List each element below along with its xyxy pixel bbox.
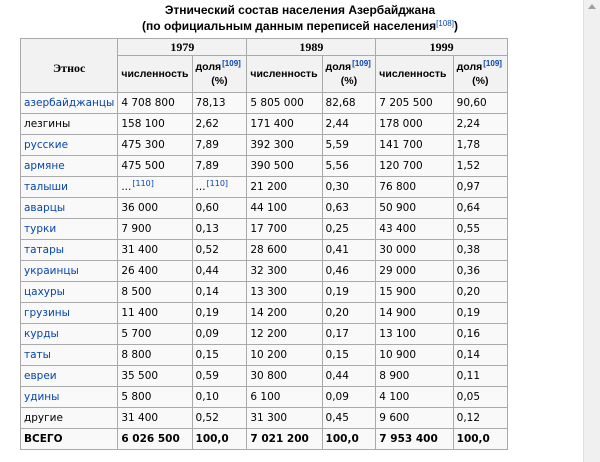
count-header: численность (376, 56, 453, 93)
ethnos-link[interactable]: турки (24, 223, 57, 235)
share-cell: 0,52 (192, 408, 247, 429)
total-label: ВСЕГО (21, 429, 118, 450)
count-cell: 36 000 (118, 198, 192, 219)
year-header-1979: 1979 (118, 39, 247, 56)
share-cell: 0,52 (192, 240, 247, 261)
ethnos-cell (21, 219, 118, 240)
count-cell: 392 300 (247, 135, 322, 156)
total-cell: 7 953 400 (376, 429, 453, 450)
ethnos-cell (21, 177, 118, 198)
ethnos-cell (21, 261, 118, 282)
share-cell: 0,41 (322, 240, 376, 261)
table-row (21, 240, 508, 261)
count-cell: 9 600 (376, 408, 453, 429)
share-cell: 0,19 (322, 282, 376, 303)
count-cell: 32 300 (247, 261, 322, 282)
count-cell: 4 100 (376, 387, 453, 408)
share-cell: 0,13 (192, 219, 247, 240)
table-row (21, 345, 508, 366)
count-cell: 171 400 (247, 114, 322, 135)
count-cell: 7 900 (118, 219, 192, 240)
ethnos-cell (21, 324, 118, 345)
share-header: доля[109] (%) (453, 56, 507, 93)
count-cell: 35 500 (118, 366, 192, 387)
ethnic-composition-table (20, 38, 508, 450)
share-cell: 0,17 (322, 324, 376, 345)
ethnos-link[interactable]: цахуры (24, 286, 65, 298)
year-header-1989: 1989 (247, 39, 376, 56)
count-cell: 31 400 (118, 240, 192, 261)
share-cell: 0,16 (453, 324, 507, 345)
share-header: доля[109] (%) (192, 56, 247, 93)
share-cell: 0,20 (322, 303, 376, 324)
share-cell: 0,45 (322, 408, 376, 429)
count-cell: 31 400 (118, 408, 192, 429)
count-cell: 44 100 (247, 198, 322, 219)
ethnos-link[interactable]: армяне (24, 160, 65, 172)
share-cell: ...[110] (192, 177, 247, 198)
count-cell: 8 900 (376, 366, 453, 387)
table-row (21, 324, 508, 345)
share-cell: 2,62 (192, 114, 247, 135)
count-cell: 43 400 (376, 219, 453, 240)
share-cell: 2,24 (453, 114, 507, 135)
count-cell: 5 800 (118, 387, 192, 408)
share-cell: 78,13 (192, 93, 247, 114)
table-row (21, 282, 508, 303)
count-cell: 8 500 (118, 282, 192, 303)
table-body (21, 93, 508, 450)
count-cell: 10 900 (376, 345, 453, 366)
share-header: доля[109] (%) (322, 56, 376, 93)
count-cell: 13 300 (247, 282, 322, 303)
ethnos-link[interactable]: украинцы (24, 265, 79, 277)
ethnos-cell (21, 156, 118, 177)
count-header: численность (118, 56, 192, 93)
year-header-1999: 1999 (376, 39, 508, 56)
share-cell: 0,36 (453, 261, 507, 282)
ethnos-cell (21, 366, 118, 387)
table-row (21, 387, 508, 408)
ethnos-link[interactable]: азербайджанцы (24, 97, 115, 109)
count-header: численность (247, 56, 322, 93)
year-header-row (21, 39, 508, 56)
count-cell: 30 000 (376, 240, 453, 261)
share-cell: 7,89 (192, 135, 247, 156)
count-cell: 21 200 (247, 177, 322, 198)
share-ref-link[interactable]: [109] (483, 59, 502, 68)
count-cell: 158 100 (118, 114, 192, 135)
table-row (21, 114, 508, 135)
share-cell: 7,89 (192, 156, 247, 177)
count-cell: 30 800 (247, 366, 322, 387)
count-cell: 13 100 (376, 324, 453, 345)
total-row (21, 429, 508, 450)
count-cell: 11 400 (118, 303, 192, 324)
count-cell: 26 400 (118, 261, 192, 282)
ethnos-header: Этнос (21, 39, 118, 93)
footnote-ref-link[interactable]: [110] (206, 179, 229, 188)
table-caption (0, 2, 600, 34)
ethnos-link[interactable]: русские (24, 139, 69, 151)
count-cell: 50 900 (376, 198, 453, 219)
ethnos-link[interactable]: евреи (24, 370, 57, 382)
ethnos-link[interactable]: удины (24, 391, 60, 403)
table-row (21, 303, 508, 324)
ethnos-link[interactable]: грузины (24, 307, 70, 319)
table-row (21, 219, 508, 240)
caption-subtitle: (по официальным данным переписей населения[108]) (142, 19, 458, 33)
ethnos-cell (21, 345, 118, 366)
share-cell: 0,60 (192, 198, 247, 219)
ethnos-link[interactable]: аварцы (24, 202, 66, 214)
count-cell: ...[110] (118, 177, 192, 198)
count-cell: 5 700 (118, 324, 192, 345)
total-cell: 7 021 200 (247, 429, 322, 450)
ethnos-link[interactable]: таты (24, 349, 51, 361)
share-cell: 90,60 (453, 93, 507, 114)
ethnos-link[interactable]: татары (24, 244, 65, 256)
ethnos-link[interactable]: талыши (24, 181, 68, 193)
count-cell: 120 700 (376, 156, 453, 177)
table-row (21, 261, 508, 282)
table-row (21, 408, 508, 429)
share-cell: 0,12 (453, 408, 507, 429)
ethnos-cell (21, 198, 118, 219)
count-cell: 29 000 (376, 261, 453, 282)
caption-title: Этнический состав населения Азербайджана (164, 3, 436, 17)
share-ref-link[interactable]: [109] (352, 59, 371, 68)
ethnos-cell (21, 282, 118, 303)
share-cell: 0,59 (192, 366, 247, 387)
count-cell: 31 300 (247, 408, 322, 429)
share-cell: 0,30 (322, 177, 376, 198)
count-cell: 76 800 (376, 177, 453, 198)
ethnos-cell (21, 93, 118, 114)
ethnos-cell (21, 387, 118, 408)
count-cell: 14 900 (376, 303, 453, 324)
table-row (21, 198, 508, 219)
table-row (21, 366, 508, 387)
total-cell: 6 026 500 (118, 429, 192, 450)
share-cell: 0,14 (192, 282, 247, 303)
ethnos-cell (21, 240, 118, 261)
count-cell: 14 200 (247, 303, 322, 324)
share-cell: 0,15 (192, 345, 247, 366)
share-cell: 82,68 (322, 93, 376, 114)
count-cell: 178 000 (376, 114, 453, 135)
total-cell: 100,0 (192, 429, 247, 450)
share-cell: 0,46 (322, 261, 376, 282)
count-cell: 6 100 (247, 387, 322, 408)
share-cell: 0,97 (453, 177, 507, 198)
share-cell: 0,44 (192, 261, 247, 282)
table-row (21, 135, 508, 156)
caption-ref-link[interactable]: [108] (436, 19, 454, 28)
share-cell: 0,11 (453, 366, 507, 387)
share-cell: 5,56 (322, 156, 376, 177)
vertical-scrollbar[interactable] (583, 0, 600, 462)
share-cell: 0,63 (322, 198, 376, 219)
count-cell: 390 500 (247, 156, 322, 177)
share-cell: 0,19 (453, 303, 507, 324)
share-cell: 0,14 (453, 345, 507, 366)
scroll-up-icon[interactable] (588, 4, 596, 9)
count-cell: 15 900 (376, 282, 453, 303)
ethnos-cell: другие (21, 408, 118, 429)
share-cell: 0,20 (453, 282, 507, 303)
ethnos-cell: лезгины (21, 114, 118, 135)
share-cell: 1,78 (453, 135, 507, 156)
share-cell: 0,15 (322, 345, 376, 366)
share-cell: 0,44 (322, 366, 376, 387)
ethnos-link[interactable]: курды (24, 328, 59, 340)
share-cell: 1,52 (453, 156, 507, 177)
share-cell: 0,05 (453, 387, 507, 408)
share-cell: 0,38 (453, 240, 507, 261)
share-cell: 0,55 (453, 219, 507, 240)
count-cell: 17 700 (247, 219, 322, 240)
share-cell: 5,59 (322, 135, 376, 156)
table-row (21, 156, 508, 177)
share-cell: 0,64 (453, 198, 507, 219)
count-cell: 5 805 000 (247, 93, 322, 114)
ethnos-cell (21, 135, 118, 156)
share-cell: 0,19 (192, 303, 247, 324)
ethnos-cell (21, 303, 118, 324)
count-cell: 12 200 (247, 324, 322, 345)
count-cell: 28 600 (247, 240, 322, 261)
count-cell: 475 500 (118, 156, 192, 177)
count-cell: 7 205 500 (376, 93, 453, 114)
table-row (21, 93, 508, 114)
count-cell: 10 200 (247, 345, 322, 366)
count-cell: 141 700 (376, 135, 453, 156)
total-cell: 100,0 (322, 429, 376, 450)
total-cell: 100,0 (453, 429, 507, 450)
share-cell: 0,10 (192, 387, 247, 408)
table-row (21, 177, 508, 198)
count-cell: 475 300 (118, 135, 192, 156)
share-cell: 0,09 (322, 387, 376, 408)
share-ref-link[interactable]: [109] (222, 59, 241, 68)
share-cell: 0,25 (322, 219, 376, 240)
count-cell: 8 800 (118, 345, 192, 366)
share-cell: 0,09 (192, 324, 247, 345)
count-cell: 4 708 800 (118, 93, 192, 114)
share-cell: 2,44 (322, 114, 376, 135)
footnote-ref-link[interactable]: [110] (132, 179, 154, 188)
